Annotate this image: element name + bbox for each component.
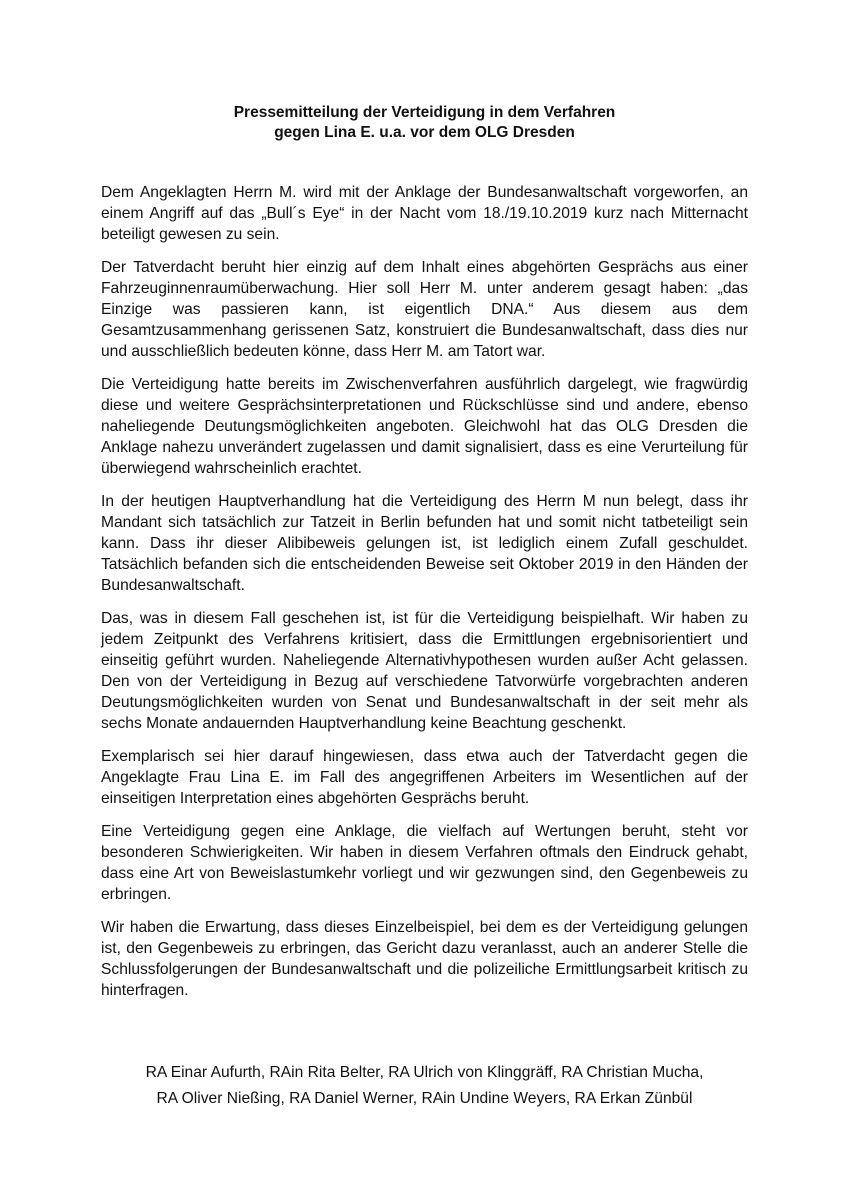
paragraph-2: Der Tatverdacht beruht hier einzig auf dem Inhalt eines abgehörten Gesprächs aus einer Fahrzeuginnenraumüberwachung. Hier soll Herr M. unter anderem gesagt haben: „das Einzige was passieren kann, ist eigentlich DNA.“ Aus diesem aus dem Gesamtzusammenhang gerissenen Satz, konstruiert die Bundesanwaltschaft, dass dies nur und ausschließlich bedeuten könne, dass Herr M. am Tatort war. — [101, 259, 748, 360]
paragraph-5: Das, was in diesem Fall geschehen ist, ist für die Verteidigung beispielhaft. Wir haben zu jedem Zeitpunkt des Verfahrens kritisiert, dass die Ermittlungen ergebnisorientiert und einseitig geführt wurden. Naheliegende Alternativhypothesen wurden außer Acht gelassen. Den von der Verteidigung in Bezug auf verschiedene Tatvorwürfe vorgebrachten anderen Deutungsmöglichkeiten wurden von Senat und Bundesanwaltschaft in der seit mehr als sechs Monate andauernden Hauptverhandlung keine Beachtung geschenkt. — [101, 610, 748, 732]
paragraph-6: Exemplarisch sei hier darauf hingewiesen, dass etwa auch der Tatverdacht gegen die Angeklagte Frau Lina E. im Fall des angegriffenen Arbeiters im Wesentlichen auf der einseitigen Interpretation eines abgehörten Gesprächs beruht. — [101, 748, 748, 807]
title-line-2: gegen Lina E. u.a. vor dem OLG Dresden — [274, 124, 575, 141]
paragraph-4: In der heutigen Hauptverhandlung hat die Verteidigung des Herrn M nun belegt, dass ihr Mandant sich tatsächlich zur Tatzeit in Berlin befunden hat und somit nicht tatbeteiligt sein kann. Dass ihr dieser Alibibeweis gelungen ist, ist lediglich einem Zufall geschuldet. Tatsächlich befanden sich die entscheidenden Beweise seit Oktober 2019 in den Händen der Bundesanwaltschaft. — [101, 493, 748, 594]
signature-line-2: RA Oliver Nießing, RA Daniel Werner, RAin Undine Weyers, RA Erkan Zünbül — [156, 1090, 693, 1107]
paragraph-3: Die Verteidigung hatte bereits im Zwischenverfahren ausführlich dargelegt, wie fragwürdig diese und weitere Gesprächsinterpretationen und Rückschlüsse sind und andere, ebenso naheliegende Deutungsmöglichkeiten angeboten. Gleichwohl hat das OLG Dresden die Anklage nahezu unverändert zugelassen und damit signalisiert, dass es eine Verurteilung für überwiegend wahrscheinlich erachtet. — [101, 376, 748, 477]
paragraph-1: Dem Angeklagten Herrn M. wird mit der Anklage der Bundesanwaltschaft vorgeworfen, an einem Angriff auf das „Bull´s Eye“ in der Nacht vom 18./19.10.2019 kurz nach Mitternacht beteiligt gewesen zu sein. — [101, 184, 748, 243]
document-body — [101, 182, 748, 1013]
paragraph-8: Wir haben die Erwartung, dass dieses Einzelbeispiel, bei dem es der Verteidigung gelungen ist, den Gegenbeweis zu erbringen, das Gericht dazu veranlasst, auch an anderer Stelle die Schlussfolgerungen der Bundesanwaltschaft und die polizeiliche Ermittlungsarbeit kritisch zu hinterfragen. — [101, 919, 748, 999]
document-title — [0, 103, 849, 143]
signature-block — [0, 1060, 849, 1112]
signature-line-1: RA Einar Aufurth, RAin Rita Belter, RA Ulrich von Klinggräff, RA Christian Mucha, — [145, 1064, 704, 1081]
paragraph-7: Eine Verteidigung gegen eine Anklage, die vielfach auf Wertungen beruht, steht vor besonderen Schwierigkeiten. Wir haben in diesem Verfahren oftmals den Eindruck gehabt, dass eine Art von Beweislastumkehr vorliegt und wir gezwungen sind, den Gegenbeweis zu erbringen. — [101, 823, 748, 903]
title-line-1: Pressemitteilung der Verteidigung in dem Verfahren — [233, 104, 616, 121]
